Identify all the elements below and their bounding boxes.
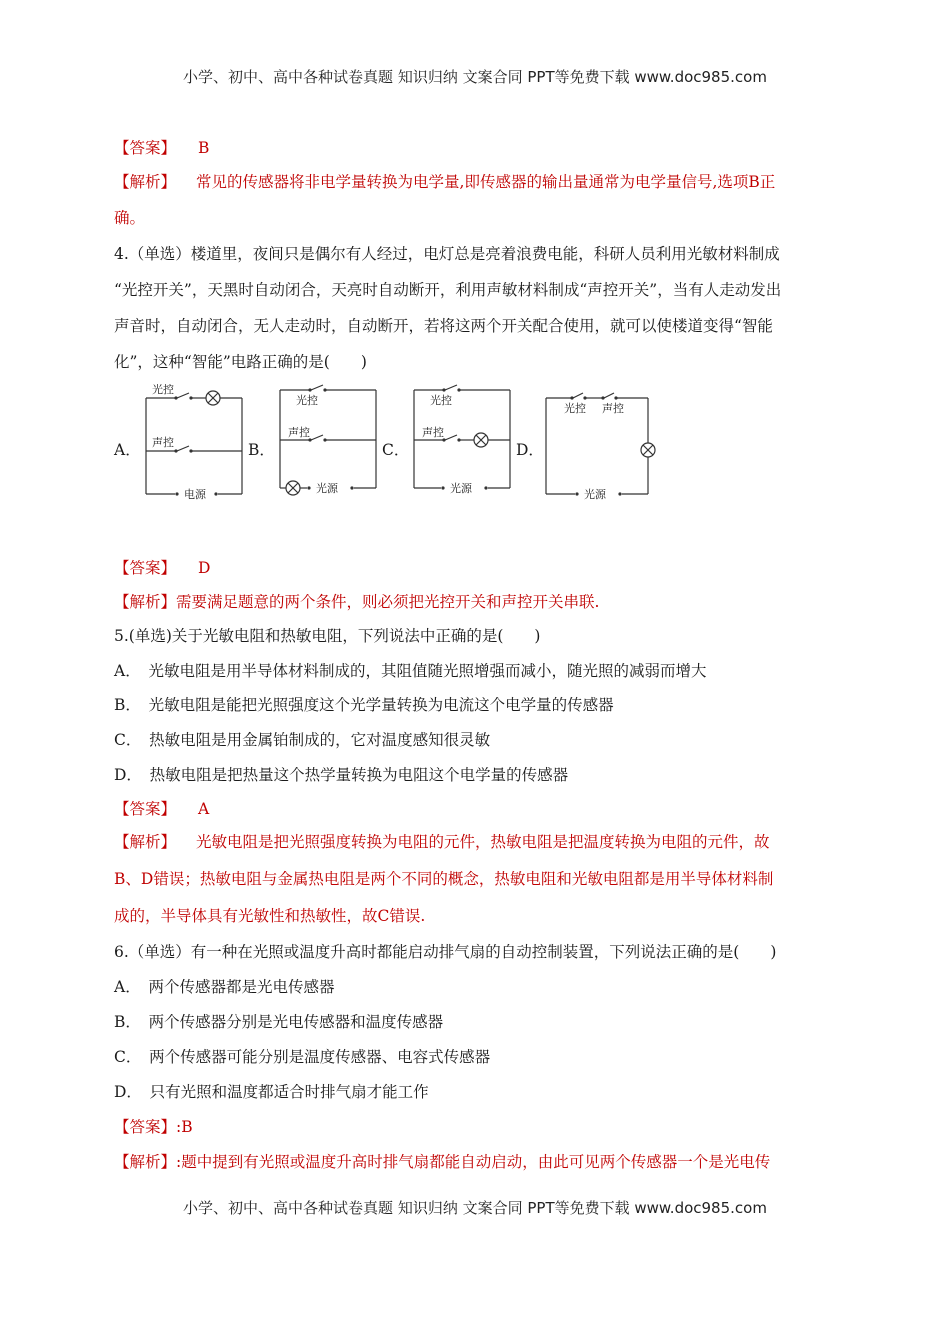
q4-stem-line-3: 声音时，自动闭合，无人走动时，自动断开，若将这两个开关配合使用，就可以使楼道变得“智能: [114, 317, 773, 335]
answer-label: 【答案】: [114, 559, 177, 577]
answer-value: A: [198, 800, 210, 818]
analysis-label: 【解析】: [114, 173, 177, 191]
q4-stem-line-2: “光控开关”，天黑时自动闭合，天亮时自动断开，利用声敏材料制成“声控开关”，当有人走动发出: [114, 281, 782, 299]
analysis-text: 光敏电阻是把光照强度转换为电阻的元件，热敏电阻是把温度转换为电阻的元件，故: [196, 833, 770, 851]
q6-option-b: B． 两个传感器分别是光电传感器和温度传感器: [114, 1013, 444, 1031]
q5-analysis-line-3: 成的，半导体具有光敏性和热敏性，故C错误.: [114, 907, 426, 925]
page-footer: 小学、初中、高中各种试卷真题 知识归纳 文案合同 PPT等免费下载 www.doc985.com: [183, 1199, 767, 1217]
circuit-c-switch-sound: 声控: [422, 426, 444, 439]
q6-option-c: C． 两个传感器可能分别是温度传感器、电容式传感器: [114, 1048, 491, 1066]
circuit-d-switch-sound: 声控: [602, 402, 624, 415]
q6-answer-line: [114, 1115, 193, 1137]
circuit-d-source: 光源: [584, 488, 606, 500]
analysis-label: 【解析】: [114, 1153, 177, 1171]
circuit-c-source: 光源: [450, 482, 472, 495]
circuit-a-switch-light: 光控: [152, 384, 174, 396]
q6-stem: 6.（单选）有一种在光照或温度升高时都能启动排气扇的自动控制装置，下列说法正确的是( ): [114, 943, 777, 961]
q5-stem: 5.(单选)关于光敏电阻和热敏电阻，下列说法中正确的是( ): [114, 627, 541, 645]
answer-label: 【答案】: [114, 139, 177, 157]
circuit-b-switch-light: 光控: [296, 394, 318, 407]
circuit-a-source: 电源: [184, 488, 206, 500]
answer-value: B: [198, 139, 210, 157]
answer-label: 【答案】: [114, 800, 177, 818]
analysis-text: 常见的传感器将非电学量转换为电学量,即传感器的输出量通常为电学量信号,选项B正: [196, 173, 776, 191]
q5-answer-line: [114, 797, 209, 819]
q4-answer-line: [114, 556, 210, 578]
q6-analysis-line-1: [114, 1150, 770, 1172]
analysis-text: :题中提到有光照或温度升高时排气扇都能自动启动，由此可见两个传感器一个是光电传: [176, 1153, 771, 1171]
option-label-c: C．: [382, 441, 410, 459]
circuit-b-switch-sound: 声控: [288, 426, 310, 439]
analysis-text: 需要满足题意的两个条件，则必须把光控开关和声控开关串联.: [176, 593, 600, 611]
q5-option-b: B． 光敏电阻是能把光照强度这个光学量转换为电流这个电学量的传感器: [114, 696, 614, 714]
q4-analysis-line: [114, 590, 599, 612]
q5-option-d: D． 热敏电阻是把热量这个热学量转换为电阻这个电学量的传感器: [114, 766, 569, 784]
q5-analysis-line-2: B、D错误；热敏电阻与金属热电阻是两个不同的概念，热敏电阻和光敏电阻都是用半导体材料制: [114, 870, 774, 888]
analysis-label: 【解析】: [114, 593, 177, 611]
answer-value: :B: [176, 1118, 193, 1136]
q5-option-c: C． 热敏电阻是用金属铂制成的，它对温度感知很灵敏: [114, 731, 491, 749]
q3-analysis-line-1: [114, 170, 775, 192]
option-label-d: D．: [516, 441, 544, 459]
q4-stem-line-1: 4.（单选）楼道里，夜间只是偶尔有人经过，电灯总是亮着浪费电能，科研人员利用光敏材料制成: [114, 245, 780, 263]
option-label-a: A．: [114, 441, 141, 459]
q6-option-d: D． 只有光照和温度都适合时排气扇才能工作: [114, 1083, 429, 1101]
circuit-c: [408, 384, 518, 504]
q5-option-a: A． 光敏电阻是用半导体材料制成的，其阻值随光照增强而减小，随光照的减弱而增大: [114, 662, 707, 680]
circuit-b: [274, 384, 384, 504]
q5-analysis-line-1: [114, 830, 770, 852]
circuit-c-switch-light: 光控: [430, 394, 452, 407]
circuit-a-switch-sound: 声控: [152, 436, 174, 449]
circuit-d: [542, 384, 658, 504]
circuit-d-switch-light: 光控: [564, 402, 586, 415]
circuit-b-source: 光源: [316, 482, 338, 495]
q3-answer-line: [114, 136, 209, 158]
page-header: 小学、初中、高中各种试卷真题 知识归纳 文案合同 PPT等免费下载 www.doc985.com: [183, 68, 767, 86]
option-label-b: B．: [248, 441, 275, 459]
q4-stem-line-4: 化”，这种“智能”电路正确的是( ): [114, 353, 367, 371]
circuit-a: [140, 384, 250, 504]
analysis-label: 【解析】: [114, 833, 177, 851]
q3-analysis-line-2: 确。: [114, 209, 146, 227]
q6-option-a: A． 两个传感器都是光电传感器: [114, 978, 335, 996]
answer-value: D: [198, 559, 211, 577]
answer-label: 【答案】: [114, 1118, 177, 1136]
